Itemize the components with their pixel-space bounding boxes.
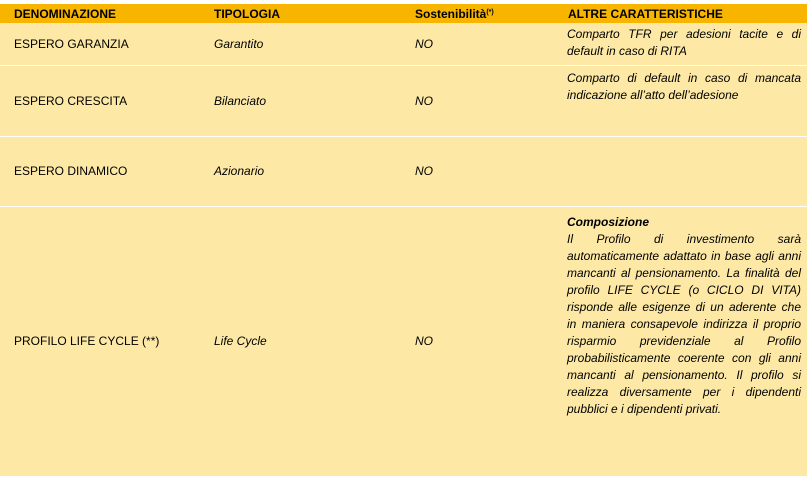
table-row [0,136,807,206]
row-sustainability: NO [415,164,433,178]
row-sustainability: NO [415,93,433,108]
row-sustainability: NO [415,36,433,51]
row-notes [554,136,807,206]
table-row [0,65,807,136]
row-notes: Comparto TFR per adesioni tacite e di default in caso di RITA [567,27,801,58]
row-name: ESPERO GARANZIA [14,36,129,51]
header-sustainability-label: Sostenibilità [415,7,487,21]
table-header-row [0,4,807,23]
row-sustainability: NO [415,334,433,348]
table-row [0,23,807,65]
row-name: ESPERO CRESCITA [14,93,128,108]
row-type: Bilanciato [214,93,267,108]
composition-title: Composizione [567,214,650,229]
row-type: Azionario [214,164,265,178]
investment-options-table [0,4,807,477]
table-row [0,206,807,476]
header-other: ALTRE CARATTERISTICHE [568,6,723,21]
header-type: TIPOLOGIA [214,6,280,21]
header-sustainability [401,4,554,23]
header-name: DENOMINAZIONE [14,6,116,21]
row-notes: Il Profilo di investimento sarà automaticamente adattato in base agli anni mancanti al pensionamento. La finalità del profilo LIFE CYCLE (o CICLO DI VITA) risponde alle esigenze di un aderente che in maniera consapevole indirizza il proprio risparmio previdenziale al Profilo probabilisticamente coerente con gli anni mancanti al pensionamento. Il profilo si realizza diversamente per i dipendenti pubblici e i dipendenti privati. [567,231,801,416]
row-type: Garantito [214,36,264,51]
header-sustainability-footnote: (*) [486,9,494,16]
row-type: Life Cycle [214,334,267,348]
row-name: ESPERO DINAMICO [14,164,128,178]
row-name: PROFILO LIFE CYCLE (**) [14,334,160,348]
row-notes-cell [554,206,807,476]
row-notes: Comparto di default in caso di mancata indicazione all’atto dell’adesione [567,70,801,102]
